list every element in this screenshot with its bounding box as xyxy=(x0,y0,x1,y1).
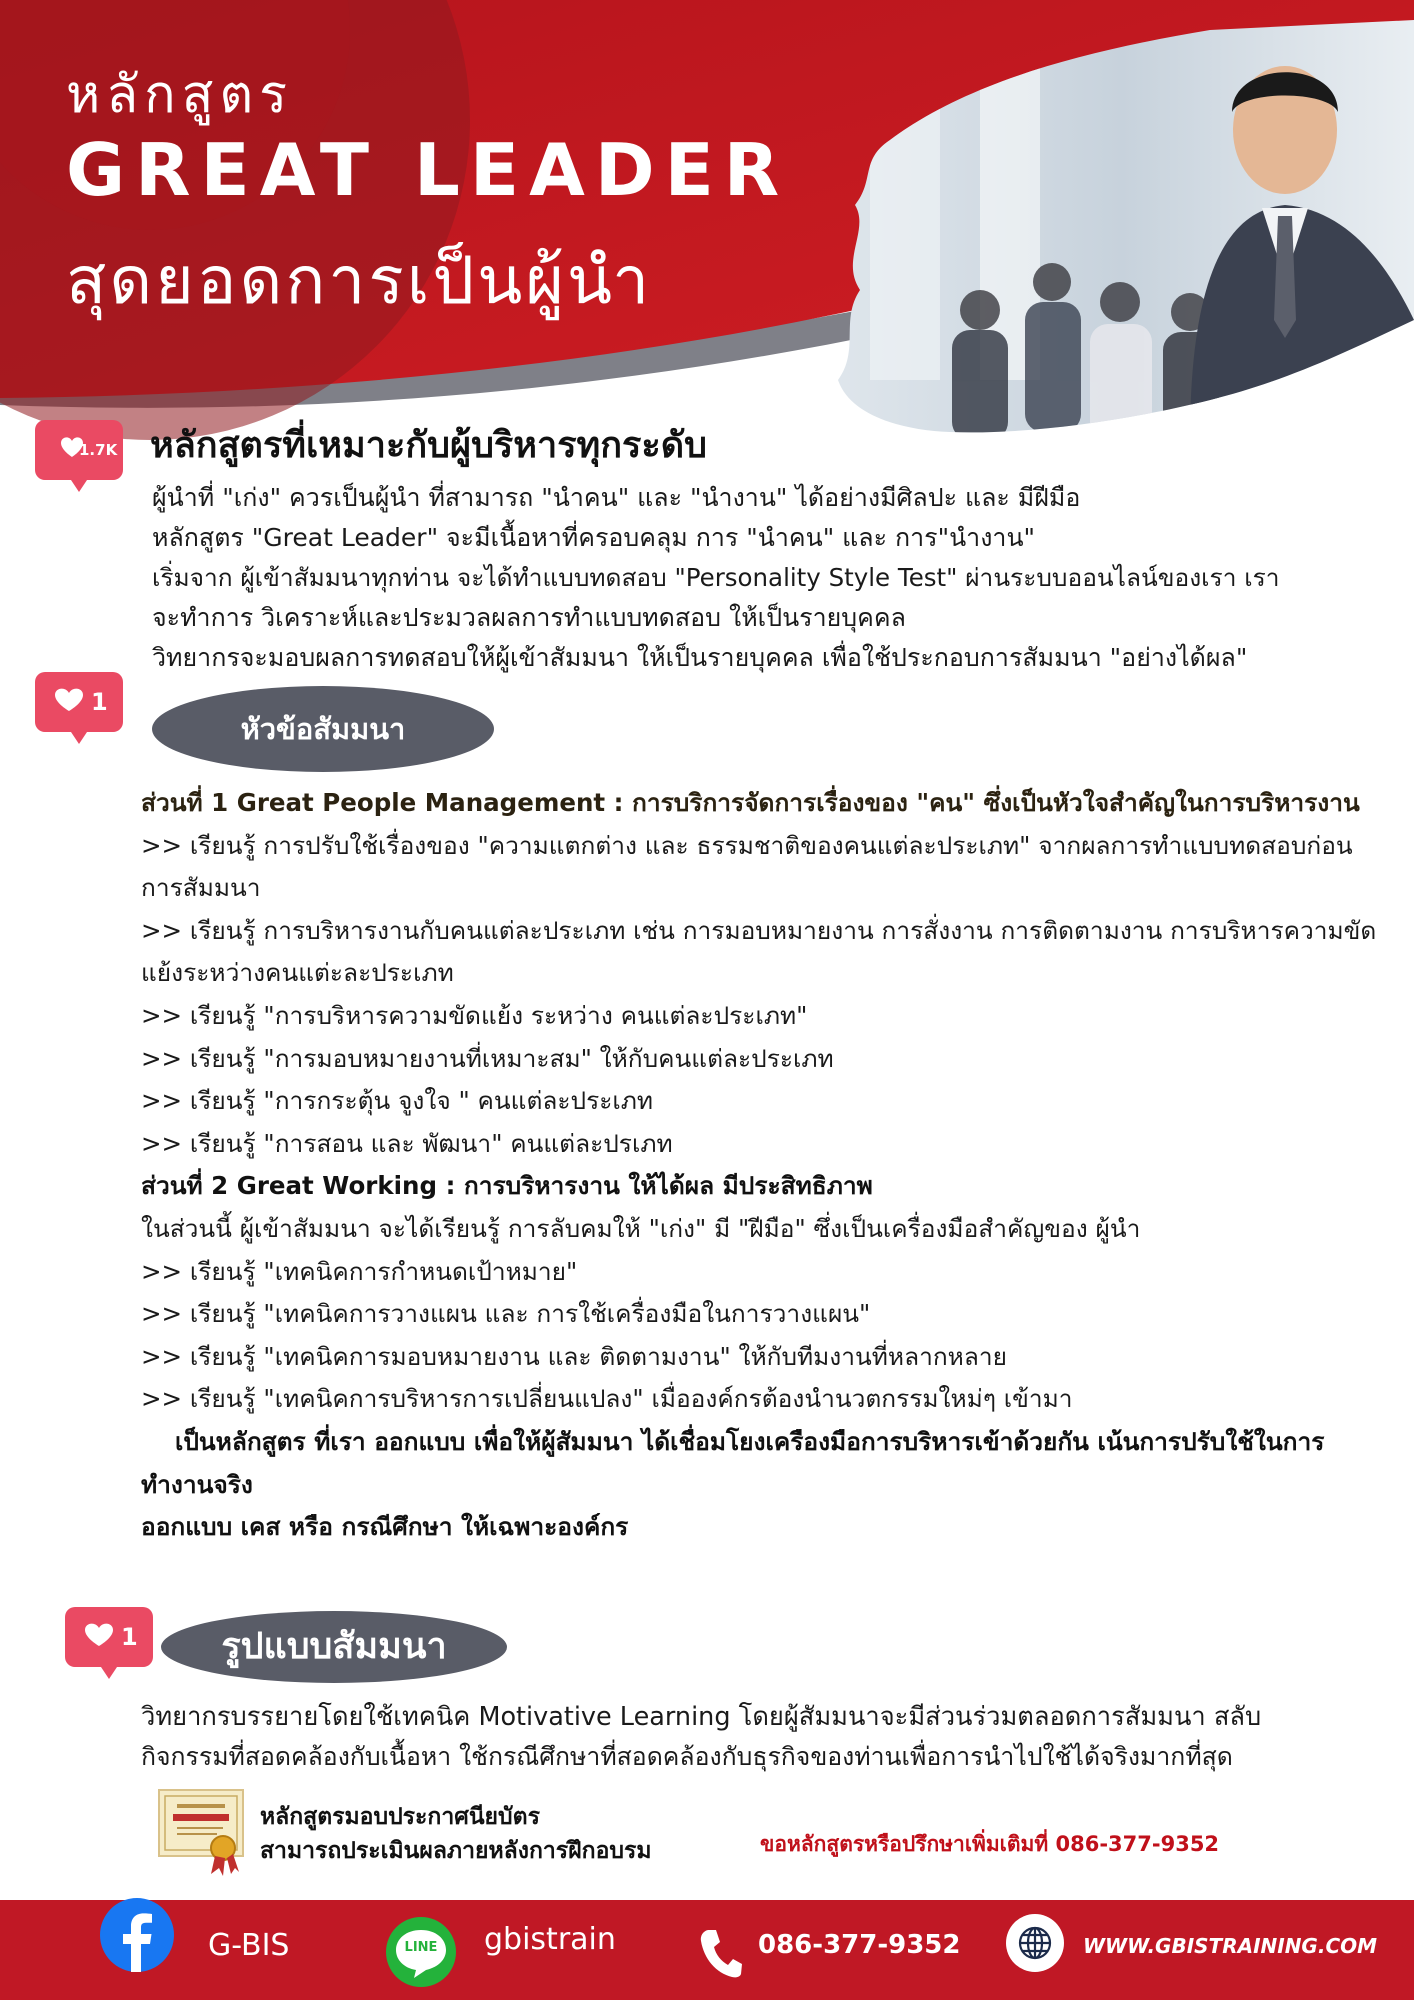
intro-line: จะทำการ วิเคราะห์และประมวลผลการทำแบบทดสอบ ให้เป็นรายบุคคล xyxy=(152,603,906,632)
part1-title: ส่วนที่ 1 Great People Management : การบริการจัดการเรื่องของ "คน" ซึ่งเป็นหัวใจสำคัญในการบริหารงาน xyxy=(141,788,1360,817)
certificate-line: สามารถประเมินผลภายหลังการฝึกอบรม xyxy=(260,1838,652,1864)
intro-line: หลักสูตร "Great Leader" จะมีเนื้อหาที่ครอบคลุม การ "นำคน" และ การ"นำงาน" xyxy=(152,523,1036,552)
certificate-line: หลักสูตรมอบประกาศนียบัตร xyxy=(260,1804,540,1830)
format-text xyxy=(141,1697,1391,1777)
list-item: >> เรียนรู้ "เทคนิคการกำหนดเป้าหมาย" xyxy=(141,1256,578,1286)
like-count: 1 xyxy=(91,688,108,716)
like-badge-format xyxy=(65,1607,153,1667)
contact-note: ขอหลักสูตรหรือปรึกษาเพิ่มเติมที่ 086-377-9352 xyxy=(760,1832,1220,1856)
badge-bubble-icon xyxy=(65,1607,153,1679)
line-name[interactable]: gbistrain xyxy=(484,1922,616,1957)
list-item: >> เรียนรู้ "เทคนิคการมอบหมายงาน และ ติดตามงาน" ให้กับทีมงานที่หลากหลาย xyxy=(141,1341,1007,1371)
line-badge-label: LINE xyxy=(404,1940,438,1955)
intro-line: ผู้นำที่ "เก่ง" ควรเป็นผู้นำ ที่สามารถ "นำคน" และ "นำงาน" ได้อย่างมีศิลปะ และ มีฝีมือ xyxy=(152,483,1081,512)
website-link[interactable]: WWW.GBISTRAINING.COM xyxy=(1083,1934,1378,1958)
topics-heading-pill: หัวข้อสัมมนา xyxy=(152,686,494,772)
intro-text xyxy=(152,478,1382,678)
certificate-text xyxy=(260,1800,652,1868)
list-item: >> เรียนรู้ "เทคนิคการวางแผน และ การใช้เครื่องมือในการวางแผน" xyxy=(141,1299,871,1329)
part2-title: ส่วนที่ 2 Great Working : การบริหารงาน ให้ได้ผล มีประสิทธิภาพ xyxy=(141,1171,873,1201)
like-count: 1.7K xyxy=(79,441,118,459)
list-item: >> เรียนรู้ "เทคนิคการบริหารการเปลี่ยนแปลง" เมื่อองค์กรต้องนำนวตกรรมใหม่ๆ เข้ามา xyxy=(141,1384,1073,1414)
format-line: กิจกรรมที่สอดคล้องกับเนื้อหา ใช้กรณีศึกษาที่สอดคล้องกับธุรกิจของท่านเพื่อการนำไปใช้ได้จริงมากที่สุด xyxy=(141,1742,1233,1771)
part2-intro: ในส่วนนี้ ผู้เข้าสัมมนา จะได้เรียนรู้ การลับคมให้ "เก่ง" มี "ฝีมือ" ซึ่งเป็นเครื่องมือสำคัญของ ผู้นำ xyxy=(141,1213,1141,1243)
list-item: >> เรียนรู้ การปรับใช้เรื่องของ "ความแตกต่าง และ ธรรมชาติของคนแต่ละประเภท" จากผลการทำแบบทดสอบก่อนการสัมมนา xyxy=(141,830,1353,903)
course-label: หลักสูตร xyxy=(66,65,294,125)
course-summary: เป็นหลักสูตร ที่เรา ออกแบบ เพื่อให้ผู้สัมมนา ได้เชื่อมโยงเครืองมือการบริหารเข้าด้วยกัน เน้นการปรับใช้ในการทำงานจริง xyxy=(141,1426,1325,1499)
like-badge-intro xyxy=(35,420,123,480)
badge-bubble-icon xyxy=(35,672,123,744)
format-line: วิทยากรบรรยายโดยใช้เทคนิค Motivative Learning โดยผู้สัมมนาจะมีส่วนร่วมตลอดการสัมมนา สลับ xyxy=(141,1702,1262,1732)
certificate-icon xyxy=(155,1784,251,1876)
list-item: >> เรียนรู้ "การกระตุ้น จูงใจ " คนแต่ละประเภท xyxy=(141,1086,654,1116)
course-subtitle: สุดยอดการเป็นผู้นำ xyxy=(66,242,653,319)
facebook-name[interactable]: G-BIS xyxy=(208,1928,290,1963)
globe-icon[interactable] xyxy=(1006,1914,1064,1972)
list-item: >> เรียนรู้ "การบริหารความขัดแย้ง ระหว่าง คนแต่ละประเภท" xyxy=(141,1000,808,1030)
intro-line: เริ่มจาก ผู้เข้าสัมมนาทุกท่าน จะได้ทำแบบทดสอบ "Personality Style Test" ผ่านระบบออนไลน์ของเรา เรา xyxy=(152,563,1280,592)
list-item: >> เรียนรู้ "การสอน และ พัฒนา" คนแต่ละปรเภท xyxy=(141,1128,673,1158)
like-count: 1 xyxy=(121,1623,138,1651)
section-title: หลักสูตรที่เหมาะกับผู้บริหารทุกระดับ xyxy=(150,425,707,466)
facebook-icon[interactable] xyxy=(100,1898,174,1972)
business-leader-photo xyxy=(830,20,1414,440)
like-badge-topics xyxy=(35,672,123,732)
course-name: GREAT LEADER xyxy=(66,128,790,212)
intro-line: วิทยากรจะมอบผลการทดสอบให้ผู้เข้าสัมมนา ให้เป็นรายบุคคล เพื่อใช้ประกอบการสัมมนา "อย่างได้ผล" xyxy=(152,643,1248,672)
list-item: >> เรียนรู้ การบริหารงานกับคนแต่ละประเภท เช่น การมอบหมายงาน การสั่งงาน การติดตามงาน การบริหารความขัดแย้งระหว่างคนแต่ะละประเภท xyxy=(141,915,1377,988)
list-item: >> เรียนรู้ "การมอบหมายงานที่เหมาะสม" ให้กับคนแต่ละประเภท xyxy=(141,1043,834,1073)
topics-list xyxy=(141,782,1381,1549)
footer-bar xyxy=(0,1900,1414,2000)
phone-icon[interactable] xyxy=(700,1928,742,1978)
format-heading-pill: รูปแบบสัมมนา xyxy=(161,1611,507,1683)
custom-note: ออกแบบ เคส หรือ กรณีศึกษา ให้เฉพาะองค์กร xyxy=(141,1512,629,1542)
header-banner xyxy=(0,0,1414,440)
phone-number[interactable]: 086-377-9352 xyxy=(758,1930,961,1960)
